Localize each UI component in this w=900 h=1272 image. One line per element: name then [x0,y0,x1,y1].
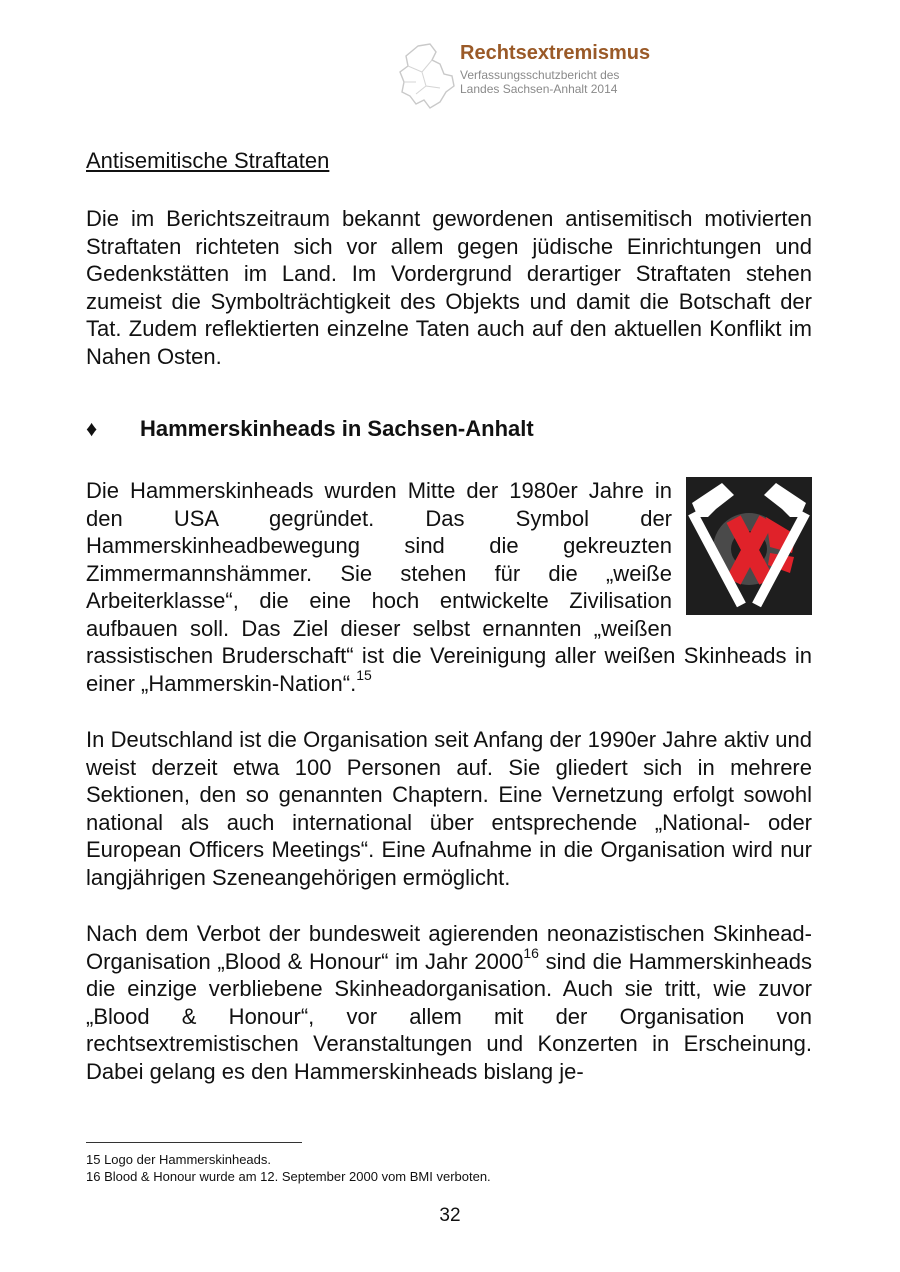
heading-text: Hammerskinheads in Sachsen-Anhalt [140,416,534,441]
section-heading [86,416,534,442]
header-title: Rechtsextremismus [460,42,651,64]
paragraph-blood-and-honour [86,920,812,1085]
page-number: 32 [439,1205,461,1226]
footnotes [86,1151,491,1185]
paragraph-text: Die Hammerskinheads wurden Mitte der 1980er Jahre in den USA gegründet. Das Symbol der Hammerskinheadbewegung sind die gekreuzten Zimmermannshämmer. Sie stehen für die „weiße Arbeiterklasse“, die eine hoch entwickelte Zivilisation aufbauen soll. Das Ziel dieser selbst ernannten „weißen rassistischen Bruderschaft“ ist die Vereinigung aller weißen Skinheads in einer „Hammerskin-Nation“. [86,478,812,696]
crossed-hammers-logo [686,477,812,615]
paragraph-text: In Deutschland ist die Organisation seit Anfang der 1990er Jahre aktiv und weist derzeit etwa 100 Personen auf. Sie gliedert sich in mehrere Sektionen, den so genannten Chaptern. Eine Vernetzung erfolgt sowohl national als auch international über entsprechende „National- oder European Officers Meetings“. Eine Aufnahme in die Organisation wird nur langjährigen Szeneangehörigen ermöglicht. [86,727,812,890]
header-subtitle-line1: Verfassungsschutzbericht des [460,68,620,82]
paragraph-text-after: sind die Hammerskinheads die einzige verbliebene Skinheadorganisation. Auch sie tritt, wie zuvor „Blood & Honour“, vor allem mit der Organisation von rechtsextremistischen Veranstaltungen und Konzerten in Erscheinung. Dabei gelang es den Hammerskinheads bislang je- [86,948,812,1084]
section-title: Antisemitische Straftaten [86,148,330,173]
paragraph-antisemitic-crimes [86,205,812,370]
saxony-anhalt-map-icon [396,42,458,114]
paragraph-text-before: Nach dem Verbot der bundesweit agierenden neonazistischen Skinhead-Organisation „Blood & Honour“ im Jahr 2000 [86,921,812,974]
page-header [396,40,696,120]
header-subtitle-line2: Landes Sachsen-Anhalt 2014 [460,82,618,96]
footnote-16: 16 Blood & Honour wurde am 12. September 2000 vom BMI verboten. [86,1169,491,1184]
footnote-15: 15 Logo der Hammerskinheads. [86,1152,271,1167]
paragraph-organisation-germany [86,726,812,891]
footnote-ref-16[interactable]: 16 [523,945,539,962]
footnote-ref-15[interactable]: 15 [356,667,372,684]
diamond-bullet-icon: ♦ [86,416,98,441]
paragraph-hammerskins-origin [86,477,812,697]
paragraph-text: Die im Berichtszeitraum bekannt gewordenen antisemitisch motivierten Straftaten richteten sich vor allem gegen jüdische Einrichtungen und Gedenkstätten im Land. Im Vordergrund derartiger Straftaten stehen zumeist die Symbolträchtigkeit des Objekts und damit die Botschaft der Tat. Zudem reflektierten einzelne Taten auch auf den aktuellen Konflikt im Nahen Osten. [86,206,812,369]
footnote-divider [86,1142,302,1143]
